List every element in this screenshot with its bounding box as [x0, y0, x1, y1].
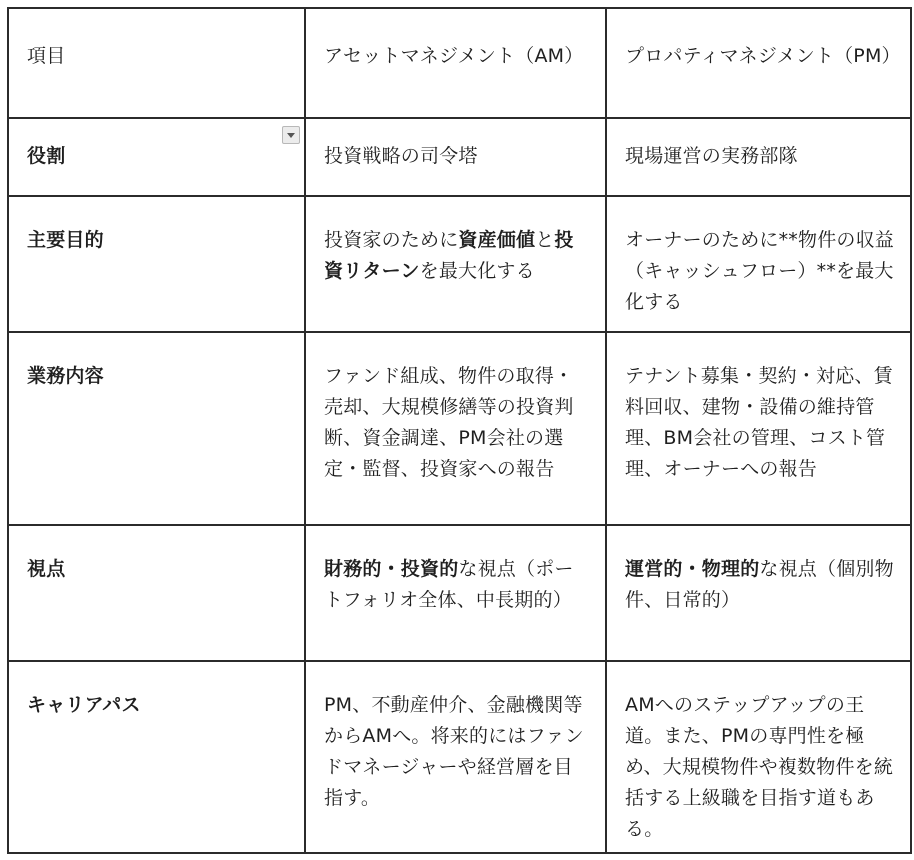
- pm-cell: [606, 118, 911, 196]
- row-label-text: 役割: [27, 145, 66, 167]
- header-cell-am: アセットマネジメント（AM）: [305, 8, 606, 118]
- am-text: PM、不動産仲介、金融機関等からAMへ。将来的にはファンドマネージャーや経営層を目指す。: [324, 694, 584, 809]
- pm-text: AMへのステップアップの王道。また、PMの専門性を極め、大規模物件や複数物件を統括する上級職を目指す道もある。: [625, 694, 894, 840]
- header-cell-item: 項目: [8, 8, 305, 118]
- row-label: 視点: [8, 525, 305, 661]
- table-row: [8, 196, 911, 332]
- table-row: [8, 525, 911, 661]
- am-text: を最大化する: [419, 260, 535, 282]
- table-row: [8, 661, 911, 853]
- am-text: と: [535, 229, 555, 251]
- pm-text: テナント募集・契約・対応、賃料回収、建物・設備の維持管理、BM会社の管理、コスト管理、オーナーへの報告: [625, 365, 893, 480]
- am-text-bold: 投資リターン: [324, 229, 574, 282]
- am-text: ファンド組成、物件の取得・売却、大規模修繕等の投資判断、資金調達、PM会社の選定・監督、投資家への報告: [324, 365, 574, 480]
- am-text-bold: 資産価値: [458, 229, 536, 251]
- pm-text: な視点（個別物件、日常的）: [625, 558, 894, 611]
- am-text: 投資家のために: [324, 229, 459, 251]
- am-cell: [305, 661, 606, 853]
- table-header-row: [8, 8, 911, 118]
- header-cell-pm: プロパティマネジメント（PM）: [606, 8, 911, 118]
- am-cell: [305, 525, 606, 661]
- pm-cell: [606, 661, 911, 853]
- pm-cell: [606, 525, 911, 661]
- row-label: キャリアパス: [8, 661, 305, 853]
- pm-text: オーナーのために**物件の収益（キャッシュフロー）**を最大化する: [625, 229, 895, 313]
- comparison-table: [7, 7, 912, 854]
- row-label: 主要目的: [8, 196, 305, 332]
- row-label: [8, 118, 305, 196]
- am-text-bold: 財務的・投資的: [324, 558, 459, 580]
- pm-text-bold: 運営的・物理的: [625, 558, 760, 580]
- pm-text: 現場運営の実務部隊: [625, 145, 798, 167]
- am-cell: [305, 118, 606, 196]
- table-row: [8, 332, 911, 525]
- am-text: な視点（ポートフォリオ全体、中長期的）: [324, 558, 574, 611]
- pm-cell: [606, 332, 911, 525]
- am-text: 投資戦略の司令塔: [324, 145, 478, 167]
- pm-cell: [606, 196, 911, 332]
- row-label: 業務内容: [8, 332, 305, 525]
- table-row: [8, 118, 911, 196]
- am-cell: [305, 332, 606, 525]
- dropdown-arrow-icon[interactable]: [282, 126, 300, 144]
- am-cell: [305, 196, 606, 332]
